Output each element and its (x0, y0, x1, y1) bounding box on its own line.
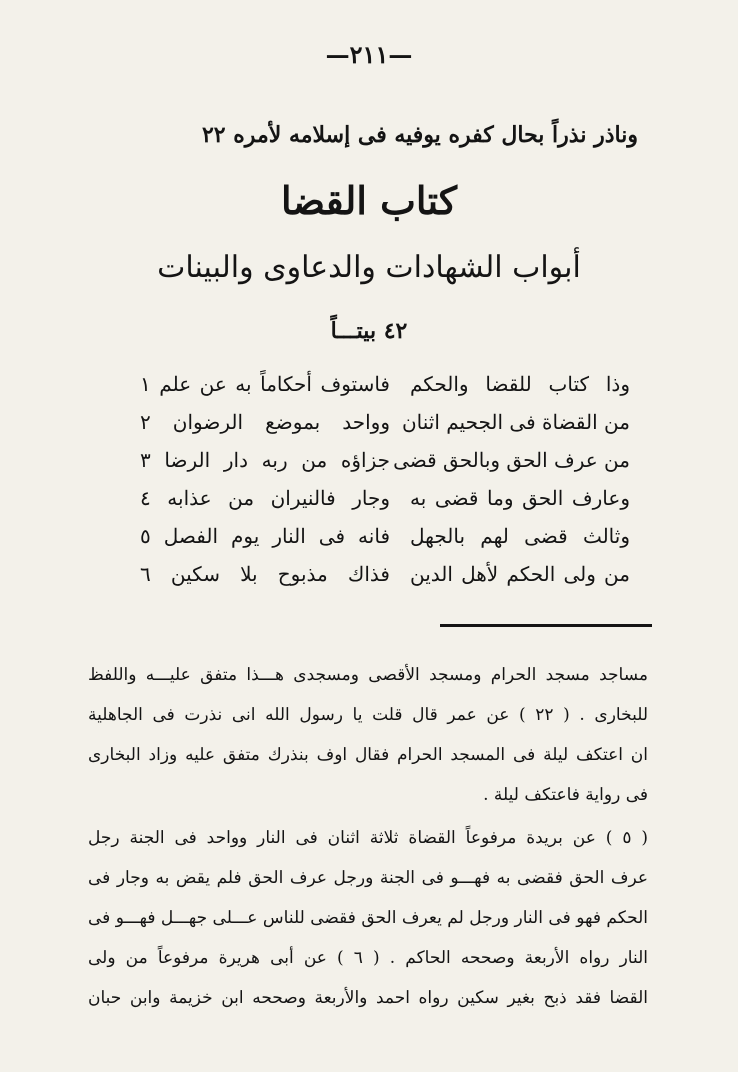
section-title: أبواب الشهادات والدعاوى والبينات (157, 250, 581, 285)
poem (140, 365, 630, 593)
book-title: كتاب القضا (280, 178, 458, 223)
intro-verse-line: وناذر نذراً بحال كفره يوفيه فى إسلامه لأمره ٢٢ (201, 122, 638, 148)
verse-count: ٤٢ بيتـــاً (330, 318, 408, 344)
footnote-line: فى رواية فاعتكف ليلة . (483, 785, 648, 805)
verse-second-hemistich: وجار فالنيران من عذابه ٤ (140, 486, 390, 510)
verse-first-hemistich: وعارف الحق وما قضى به (410, 486, 630, 510)
verse-line (140, 555, 630, 593)
verse-line (140, 441, 630, 479)
footnote-line: مساجد مسجد الحرام ومسجد الأقصى ومسجدى هـــذا متفق عليـــه واللفظ (88, 665, 648, 685)
footnote-line: للبخارى . ( ٢٢ ) عن عمر قال قلت يا رسول الله انى نذرت فى الجاهلية (88, 705, 649, 725)
footnote-line: ان اعتكف ليلة فى المسجد الحرام فقال اوف بنذرك متفق عليه وزاد البخارى (88, 745, 648, 765)
verse-second-hemistich: فذاك مذبوح بلا سكين ٦ (140, 562, 390, 586)
verse-line (140, 365, 630, 403)
footnotes (88, 655, 648, 1018)
verse-first-hemistich: وذا كتاب للقضا والحكم (410, 372, 630, 396)
footnote-line: ( ٥ ) عن بريدة مرفوعاً القضاة ثلاثة اثنان فى النار وواحد فى الجنة رجل (88, 828, 648, 848)
footnote-line: الحكم فهو فى النار ورجل لم يعرف الحق فقضى للناس عـــلى جهـــل فهـــو فى (88, 908, 648, 928)
verse-second-hemistich: جزاؤه من ربه دار الرضا ٣ (140, 448, 390, 472)
verse-first-hemistich: من ولى الحكم لأهل الدين (410, 562, 630, 586)
footnote-line: عرف الحق فقضى به فهـــو فى الجنة ورجل عرف الحق فلم يقض به وجار فى (88, 868, 648, 888)
footnote-divider (440, 624, 652, 627)
footnote-line: القضا فقد ذبح بغير سكين رواه احمد والأربعة وصححه ابن خزيمة وابن حبان (88, 988, 648, 1008)
verse-line (140, 479, 630, 517)
verse-first-hemistich: من عرف الحق وبالحق قضى (393, 448, 630, 472)
verse-line (140, 403, 630, 441)
verse-first-hemistich: من القضاة فى الجحيم اثنان (401, 410, 630, 434)
verse-second-hemistich: وواحد بموضع الرضوان ٢ (140, 410, 390, 434)
verse-second-hemistich: فانه فى النار يوم الفصل ٥ (140, 524, 390, 548)
verse-line (140, 517, 630, 555)
footnote-line: النار رواه الأربعة وصححه الحاكم . ( ٦ ) عن أبى هريرة مرفوعاً من ولى (88, 948, 648, 968)
verse-second-hemistich: فاستوف أحكاماً به عن علم ١ (140, 372, 390, 396)
verse-first-hemistich: وثالث قضى لهم بالجهل (410, 524, 630, 548)
page-number: —٢١١— (325, 40, 413, 69)
